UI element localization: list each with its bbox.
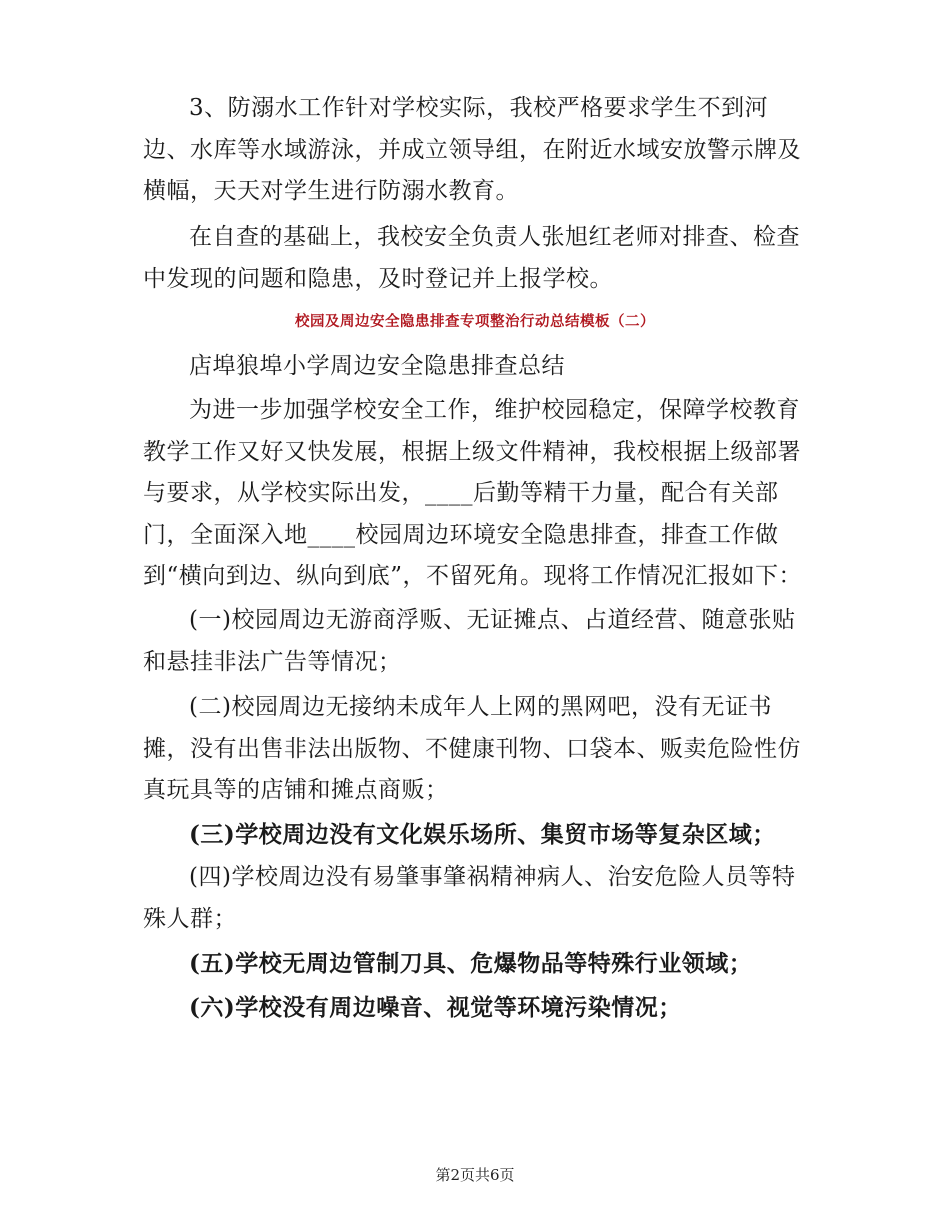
paragraph-drowning-prevention: 3、防溺水工作针对学校实际，我校严格要求学生不到河边、水库等水域游泳，并成立领导组，在附近水域安放警示牌及横幅，天天对学生进行防溺水教育。 [143,95,801,204]
list-item-6: (六)学校没有周边噪音、视觉等环境污染情况； [189,994,682,1021]
paragraph-introduction: 为进一步加强学校安全工作，维护校园稳定，保障学校教育教学工作又好又快发展，根据上级文件精神，我校根据上级部署与要求，从学校实际出发，____后勤等精干力量，配合有关部门，全面深入地____校园周边环境安全隐患排查，排查工作做到“横向到边、纵向到底”，不留死角。现将工作情况汇报如下： [143,397,803,589]
list-item-4: (四)学校周边没有易肇事肇祸精神病人、治安危险人员等特殊人群； [143,864,796,932]
page-number: 第2页共6页 [435,1166,515,1184]
section-heading: 校园及周边安全隐患排查专项整治行动总结模板（二） [295,314,655,330]
list-item-3: (三)学校周边没有文化娱乐场所、集贸市场等复杂区域； [189,821,776,848]
paragraph-self-inspection: 在自查的基础上，我校安全负责人张旭红老师对排查、检查中发现的问题和隐患，及时登记并上报学校。 [143,224,800,292]
list-item-1: (一)校园周边无游商浮贩、无证摊点、占道经营、随意张贴和悬挂非法广告等情况； [143,607,796,675]
document-subtitle: 店埠狼埠小学周边安全隐患排查总结 [189,353,565,379]
list-item-2: (二)校园周边无接纳未成年人上网的黑网吧，没有无证书摊，没有出售非法出版物、不健康刊物、口袋本、贩卖危险性仿真玩具等的店铺和摊点商贩； [143,694,801,803]
list-item-5: (五)学校无周边管制刀具、危爆物品等特殊行业领域； [189,950,753,977]
